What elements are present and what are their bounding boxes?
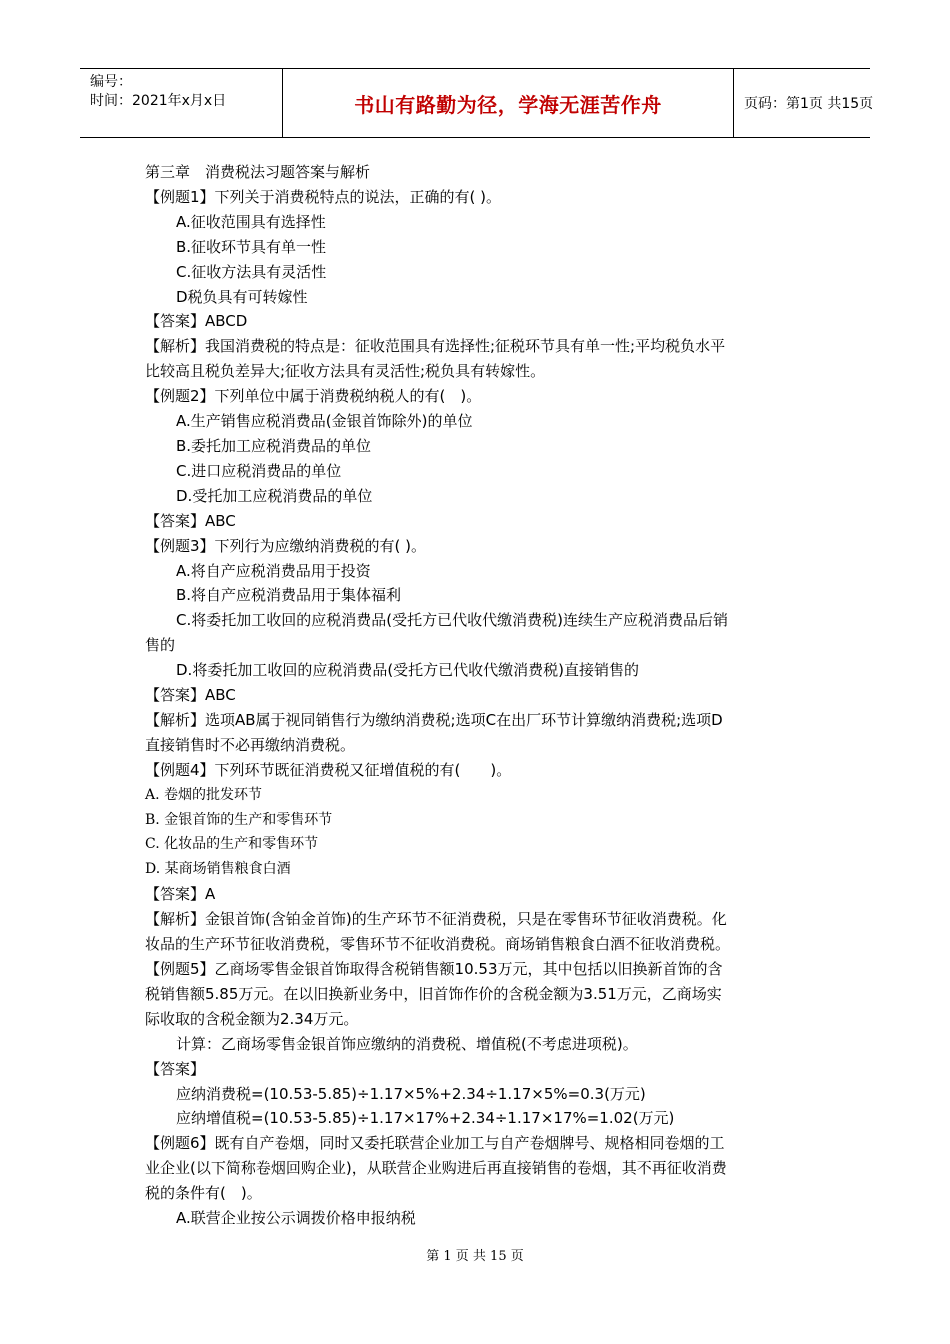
q6-option-a: A.联营企业按公示调拨价格申报纳税 — [176, 1209, 416, 1228]
q4-option-a: A. 卷烟的批发环节 — [145, 786, 263, 803]
page-header — [80, 68, 874, 138]
q5-answer-label: 【答案】 — [145, 1059, 206, 1078]
q2-option-a: A.生产销售应税消费品(金银首饰除外)的单位 — [176, 412, 473, 431]
q3-analysis-line-2: 直接销售时不必再缴纳消费税。 — [145, 735, 356, 754]
question-4: 【例题4】下列环节既征消费税又征增值税的有( )。 — [145, 760, 512, 779]
q4-option-d: D. 某商场销售粮食白酒 — [145, 861, 291, 878]
q1-answer: 【答案】ABCD — [145, 312, 248, 331]
page-footer: 第 1 页 共 15 页 — [426, 1249, 524, 1264]
q5-consumption-tax: 应纳消费税=(10.53-5.85)÷1.17×5%+2.34÷1.17×5%=0.3(万元) — [176, 1084, 646, 1103]
question-1: 【例题1】下列关于消费税特点的说法，正确的有( )。 — [145, 187, 502, 206]
chapter-title: 第三章 消费税法习题答案与解析 — [145, 163, 371, 181]
q1-option-c: C.征收方法具有灵活性 — [176, 262, 327, 281]
question-2: 【例题2】下列单位中属于消费税纳税人的有( )。 — [145, 387, 482, 406]
q4-option-b: B. 金银首饰的生产和零售环节 — [145, 811, 333, 828]
q4-analysis-line-2: 妆品的生产环节征收消费税，零售环节不征收消费税。商场销售粮食白酒不征收消费税。 — [145, 935, 731, 954]
q3-option-a: A.将自产应税消费品用于投资 — [176, 561, 371, 580]
q2-option-c: C.进口应税消费品的单位 — [176, 461, 342, 480]
q3-option-b: B.将自产应税消费品用于集体福利 — [176, 586, 402, 605]
q3-answer: 【答案】ABC — [145, 686, 236, 705]
header-meta — [80, 69, 282, 137]
q2-option-d: D.受托加工应税消费品的单位 — [176, 486, 373, 505]
q4-answer: 【答案】A — [145, 885, 216, 904]
document-body — [145, 160, 805, 1231]
question-6-line-2: 业企业(以下简称卷烟回购企业)，从联营企业购进后再直接销售的卷烟，其不再征收消费 — [145, 1159, 727, 1178]
header-page-code: 页码：第1页 共15页 — [744, 96, 874, 112]
question-5-line-2: 税销售额5.85万元。在以旧换新业务中，旧首饰作价的含税金额为3.51万元，乙商场实 — [145, 984, 722, 1003]
q2-answer: 【答案】ABC — [145, 511, 236, 530]
question-6-line-3: 税的条件有( )。 — [145, 1184, 262, 1203]
document-number-label: 编号： — [90, 74, 132, 90]
q1-option-b: B.征收环节具有单一性 — [176, 237, 327, 256]
q4-analysis-line-1: 【解析】金银首饰(含铂金首饰)的生产环节不征消费税，只是在零售环节征收消费税。化 — [145, 910, 727, 929]
q1-option-a: A.征收范围具有选择性 — [176, 212, 326, 231]
q3-analysis-line-1: 【解析】选项AB属于视同销售行为缴纳消费税;选项C在出厂环节计算缴纳消费税;选项D — [145, 710, 723, 729]
q1-option-d: D税负具有可转嫁性 — [176, 287, 308, 306]
question-3: 【例题3】下列行为应缴纳消费税的有( )。 — [145, 536, 427, 555]
q3-option-c-line-1: C.将委托加工收回的应税消费品(受托方已代收代缴消费税)连续生产应税消费品后销 — [176, 611, 728, 630]
q1-analysis-line-1: 【解析】我国消费税的特点是：征收范围具有选择性;征税环节具有单一性;平均税负水平 — [145, 337, 726, 356]
question-5-line-3: 际收取的含税金额为2.34万元。 — [145, 1009, 359, 1028]
question-6-line-1: 【例题6】既有自产卷烟，同时又委托联营企业加工与自产卷烟牌号、规格相同卷烟的工 — [145, 1134, 725, 1153]
document-time-label: 时间：2021年x月x日 — [90, 93, 227, 109]
q3-option-c-line-2: 售的 — [145, 636, 176, 655]
q5-vat: 应纳增值税=(10.53-5.85)÷1.17×17%+2.34÷1.17×17%=1.02(万元) — [176, 1109, 675, 1128]
q1-analysis-line-2: 比较高且税负差异大;征收方法具有灵活性;税负具有转嫁性。 — [145, 362, 546, 381]
q2-option-b: B.委托加工应税消费品的单位 — [176, 436, 372, 455]
header-motto: 书山有路勤为径，学海无涯苦作舟 — [282, 69, 734, 137]
q4-option-c: C. 化妆品的生产和零售环节 — [145, 836, 319, 853]
question-5-line-1: 【例题5】乙商场零售金银首饰取得含税销售额10.53万元，其中包括以旧换新首饰的含 — [145, 960, 723, 978]
q5-calculation-prompt: 计算：乙商场零售金银首饰应缴纳的消费税、增值税(不考虑进项税)。 — [176, 1034, 638, 1053]
q3-option-d: D.将委托加工收回的应税消费品(受托方已代收代缴消费税)直接销售的 — [176, 661, 640, 680]
